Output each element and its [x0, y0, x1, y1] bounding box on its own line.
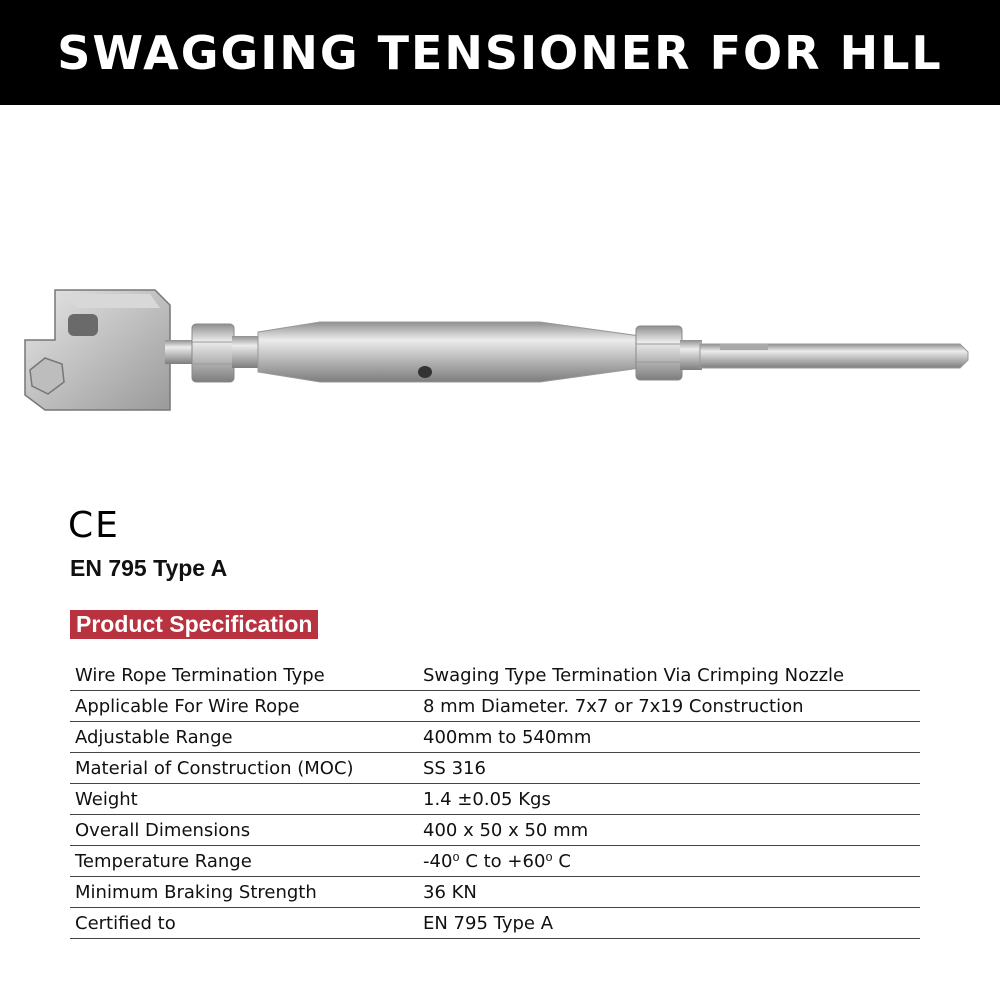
spec-value: 8 mm Diameter. 7x7 or 7x19 Construction [418, 691, 920, 722]
table-row [70, 877, 920, 908]
spec-value: -40⁰ C to +60⁰ C [418, 846, 920, 877]
spec-label: Overall Dimensions [70, 815, 418, 846]
spec-value: 36 KN [418, 877, 920, 908]
spec-table [70, 660, 920, 939]
table-row [70, 908, 920, 939]
table-row [70, 753, 920, 784]
page-title: SWAGGING TENSIONER FOR HLL [57, 25, 943, 80]
table-row [70, 691, 920, 722]
spec-value: EN 795 Type A [418, 908, 920, 939]
ce-certification-mark: CE [68, 505, 120, 546]
title-banner [0, 0, 1000, 105]
standard-label: EN 795 Type A [70, 555, 228, 581]
spec-value: 1.4 ±0.05 Kgs [418, 784, 920, 815]
spec-heading: Product Specification [70, 610, 318, 639]
spec-value: 400mm to 540mm [418, 722, 920, 753]
table-row [70, 722, 920, 753]
spec-value: SS 316 [418, 753, 920, 784]
spec-value: Swaging Type Termination Via Crimping Nozzle [418, 660, 920, 691]
spec-label: Adjustable Range [70, 722, 418, 753]
spec-label: Applicable For Wire Rope [70, 691, 418, 722]
table-row [70, 784, 920, 815]
spec-label: Certified to [70, 908, 418, 939]
spec-label: Temperature Range [70, 846, 418, 877]
table-row [70, 846, 920, 877]
tensioner-product-image [0, 260, 1000, 440]
spec-label: Wire Rope Termination Type [70, 660, 418, 691]
table-row [70, 815, 920, 846]
spec-value: 400 x 50 x 50 mm [418, 815, 920, 846]
table-row [70, 660, 920, 691]
spec-label: Minimum Braking Strength [70, 877, 418, 908]
spec-label: Weight [70, 784, 418, 815]
spec-label: Material of Construction (MOC) [70, 753, 418, 784]
